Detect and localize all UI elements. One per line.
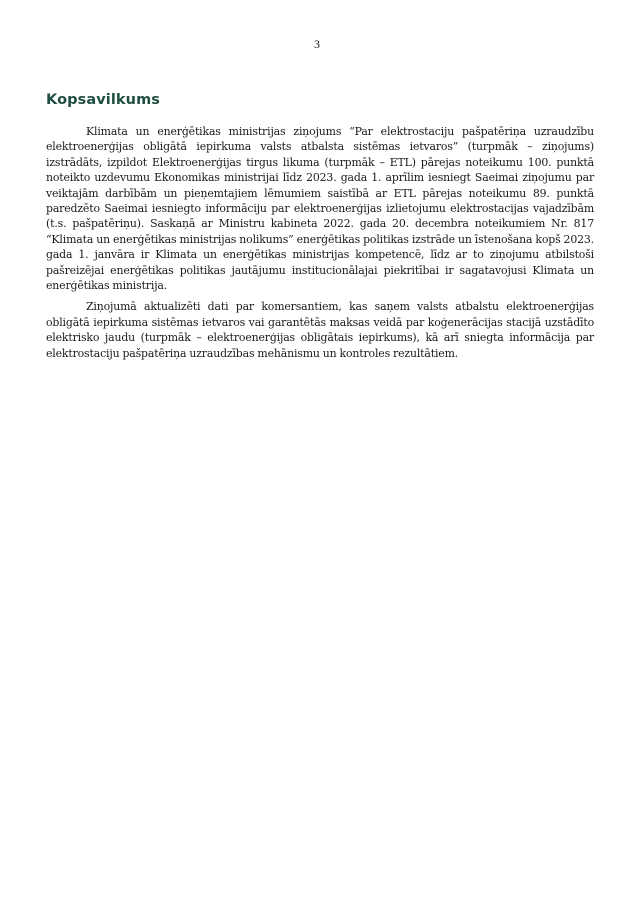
section-body <box>46 124 594 367</box>
page-number: 3 <box>314 37 320 51</box>
paragraph-1: Klimata un enerģētikas ministrijas ziņojums “Par elektrostaciju pašpatēriņa uzraudzību elektroenerģijas obligātā iepirkuma valsts atbalsta sistēmas ietvaros” (turpmāk – ziņojums) izstrādāts, izpildot Elektroenerģijas tirgus likuma (turpmāk – ETL) pārejas noteikumu 100. punktā noteikto uzdevumu Ekonomikas ministrijai līdz 2023. gada 1. aprīlim iesniegt Saeimai ziņojumu par veiktajām darbībām un pieņemtajiem lēmumiem saistībā ar ETL pārejas noteikumu 89. punktā paredzēto Saeimai iesniegto informāciju par elektroenerģijas izlietojumu elektrostacijas vajadzībām (t.s. pašpatēriņu). Saskaņā ar Ministru kabineta 2022. gada 20. decembra noteikumiem Nr. 817 “Klimata un enerģētikas ministrijas nolikums” enerģētikas politikas izstrāde un īstenošana kopš 2023. gada 1. janvāra ir Klimata un enerģētikas ministrijas kompetencē, līdz ar to ziņojumu atbilstoši pašreizējai enerģētikas politikas jautājumu institucionālajai piekritībai ir sagatavojusi Klimata un enerģētikas ministrija. <box>46 125 594 293</box>
paragraph-2: Ziņojumā aktualizēti dati par komersantiem, kas saņem valsts atbalstu elektroenerģijas obligātā iepirkuma sistēmas ietvaros vai garantētās maksas veidā par koģenerācijas stacijā uzstādīto elektrisko jaudu (turpmāk – elektroenerģijas obligātais iepirkums), kā arī sniegta informācija par elektrostaciju pašpatēriņa uzraudzības mehānismu un kontroles rezultātiem. <box>46 300 594 360</box>
section-heading: Kopsavilkums <box>46 92 161 108</box>
